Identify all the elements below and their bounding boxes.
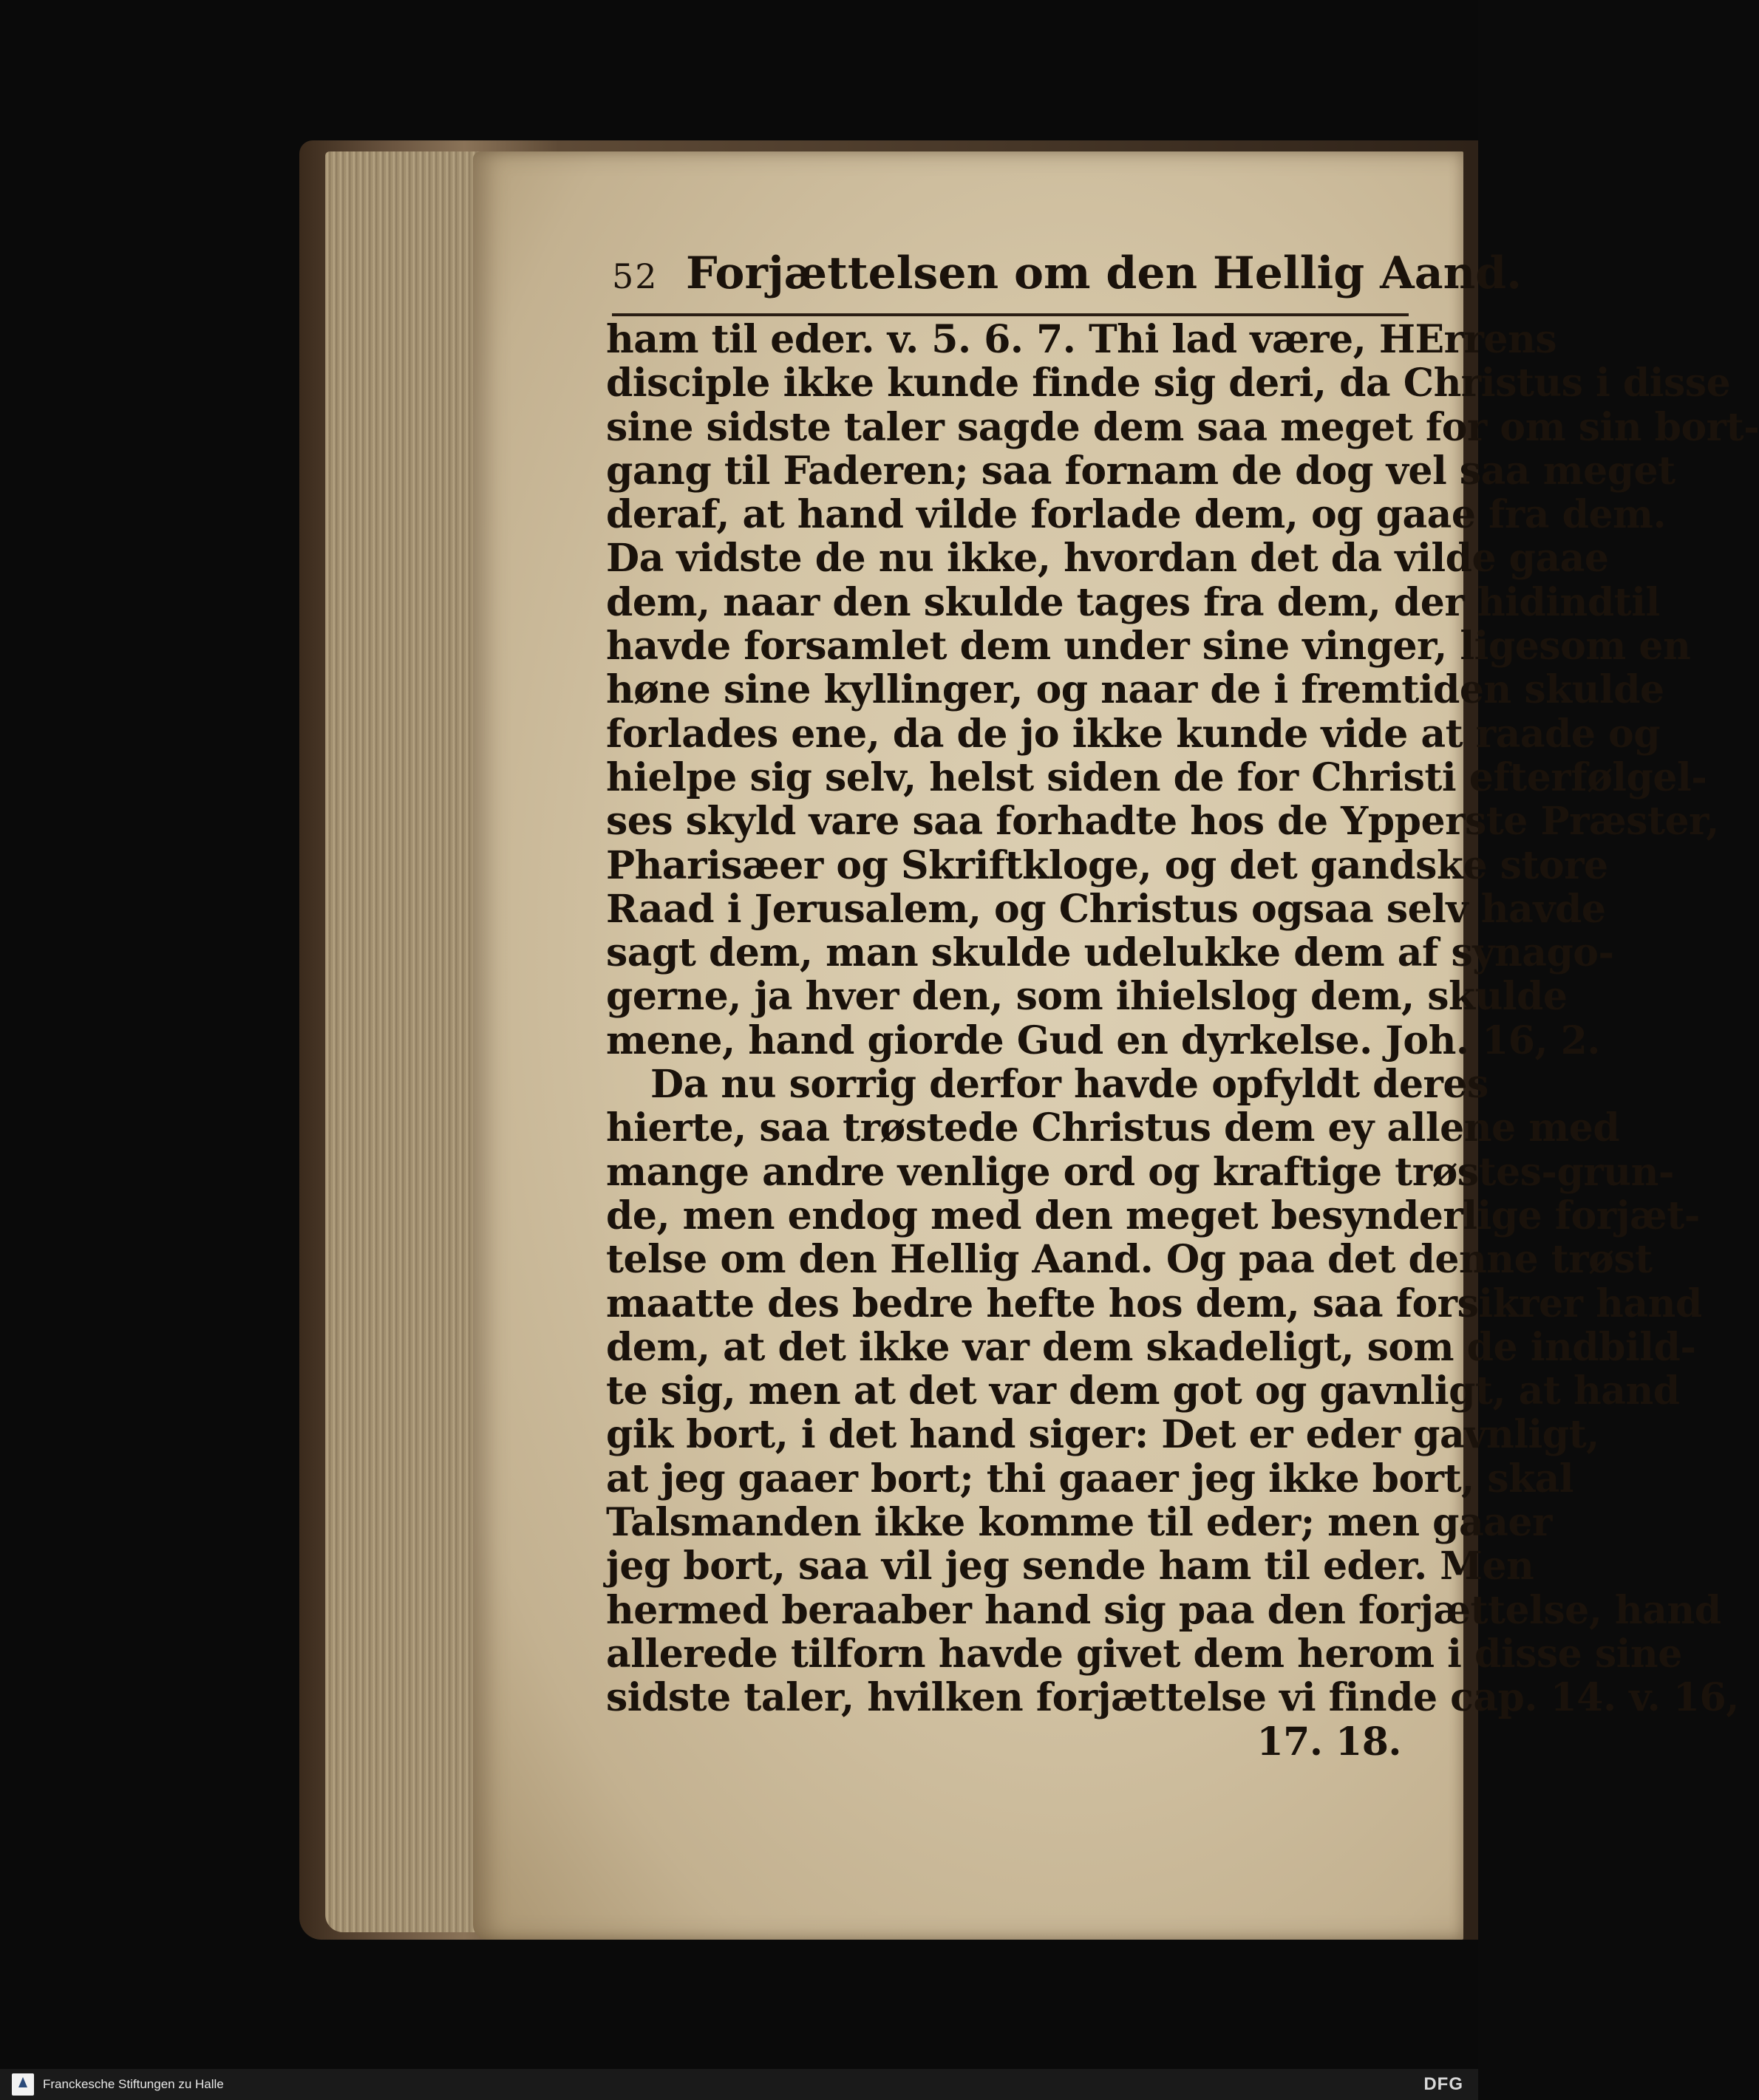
text-line: ses skyld vare saa forhadte hos de Ypperste Præster, — [606, 799, 1719, 845]
text-line: sagt dem, man skulde udelukke dem af synago- — [606, 930, 1614, 976]
text-line: disciple ikke kunde finde sig deri, da Christus i disse — [606, 361, 1731, 406]
page-stack-edge — [325, 151, 495, 1932]
viewer-footer — [0, 2069, 1478, 2100]
text-line: forlades ene, da de jo ikke kunde vide at raade og — [606, 711, 1661, 757]
text-line: at jeg gaaer bort; thi gaaer jeg ikke bort, skal — [606, 1456, 1574, 1501]
text-line: sidste taler, hvilken forjættelse vi finde cap. 14. v. 16, — [606, 1675, 1739, 1721]
text-line: Raad i Jerusalem, og Christus ogsaa selv havde — [606, 886, 1606, 932]
text-line: Da nu sorrig derfor havde opfyldt deres — [650, 1062, 1488, 1108]
text-line: te sig, men at det var dem got og gavnligt, at hand — [606, 1368, 1680, 1414]
text-line: gik bort, i det hand siger: Det er eder gavnligt, — [606, 1412, 1599, 1458]
text-line: Talsmanden ikke komme til eder; men gaaer — [606, 1500, 1552, 1546]
body-text — [606, 317, 1759, 1765]
text-line: sine sidste taler sagde dem saa meget for om sin bort- — [606, 404, 1759, 450]
text-line: telse om den Hellig Aand. Og paa det denne trøst — [606, 1237, 1653, 1283]
dfg-logo: DFG — [1423, 2074, 1463, 2094]
text-line: havde forsamlet dem under sine vinger, ligesom en — [606, 624, 1691, 669]
running-head — [612, 248, 1522, 314]
text-line: maatte des bedre hefte hos dem, saa forsikrer hand — [606, 1281, 1702, 1326]
page-number: 52 — [612, 256, 659, 296]
header-rule — [612, 313, 1409, 316]
text-line: Pharisæer og Skriftkloge, og det gandske store — [606, 842, 1608, 888]
running-head-title: Forjættelsen om den Hellig Aand. — [686, 248, 1522, 299]
text-line: mene, hand giorde Gud en dyrkelse. Joh. 16, 2. — [606, 1017, 1600, 1063]
text-line: jeg bort, saa vil jeg sende ham til eder. Men — [606, 1544, 1534, 1589]
text-line: høne sine kyllinger, og naar de i fremtiden skulde — [606, 667, 1664, 713]
text-line: ham til eder. v. 5. 6. 7. Thi lad være, HErrens — [606, 317, 1557, 362]
text-line: Da vidste de nu ikke, hvordan det da vilde gaae — [606, 536, 1609, 582]
institution-logo-icon — [12, 2073, 34, 2096]
catchword: 17. 18. — [1256, 1719, 1401, 1765]
text-line: allerede tilforn havde givet dem herom i disse sine — [606, 1631, 1682, 1677]
text-line: gerne, ja hver den, som ihielslog dem, skulde — [606, 974, 1568, 1020]
text-line: mange andre venlige ord og kraftige trøstes-grun- — [606, 1149, 1674, 1195]
text-line: hermed beraaber hand sig paa den forjættelse, hand — [606, 1587, 1721, 1633]
text-line: hielpe sig selv, helst siden de for Christi efterfølgel- — [606, 754, 1707, 800]
institution-name: Franckesche Stiftungen zu Halle — [43, 2077, 224, 2091]
text-line: dem, naar den skulde tages fra dem, der hidindtil — [606, 579, 1660, 625]
text-line: de, men endog med den meget besynderlige forjæt- — [606, 1193, 1700, 1238]
text-line: hierte, saa trøstede Christus dem ey allene med — [606, 1105, 1620, 1151]
text-line: deraf, at hand vilde forlade dem, og gaae fra dem. — [606, 492, 1667, 538]
text-line: dem, at det ikke var dem skadeligt, som de indbild- — [606, 1324, 1696, 1370]
text-line: gang til Faderen; saa fornam de dog vel saa meget — [606, 448, 1675, 494]
